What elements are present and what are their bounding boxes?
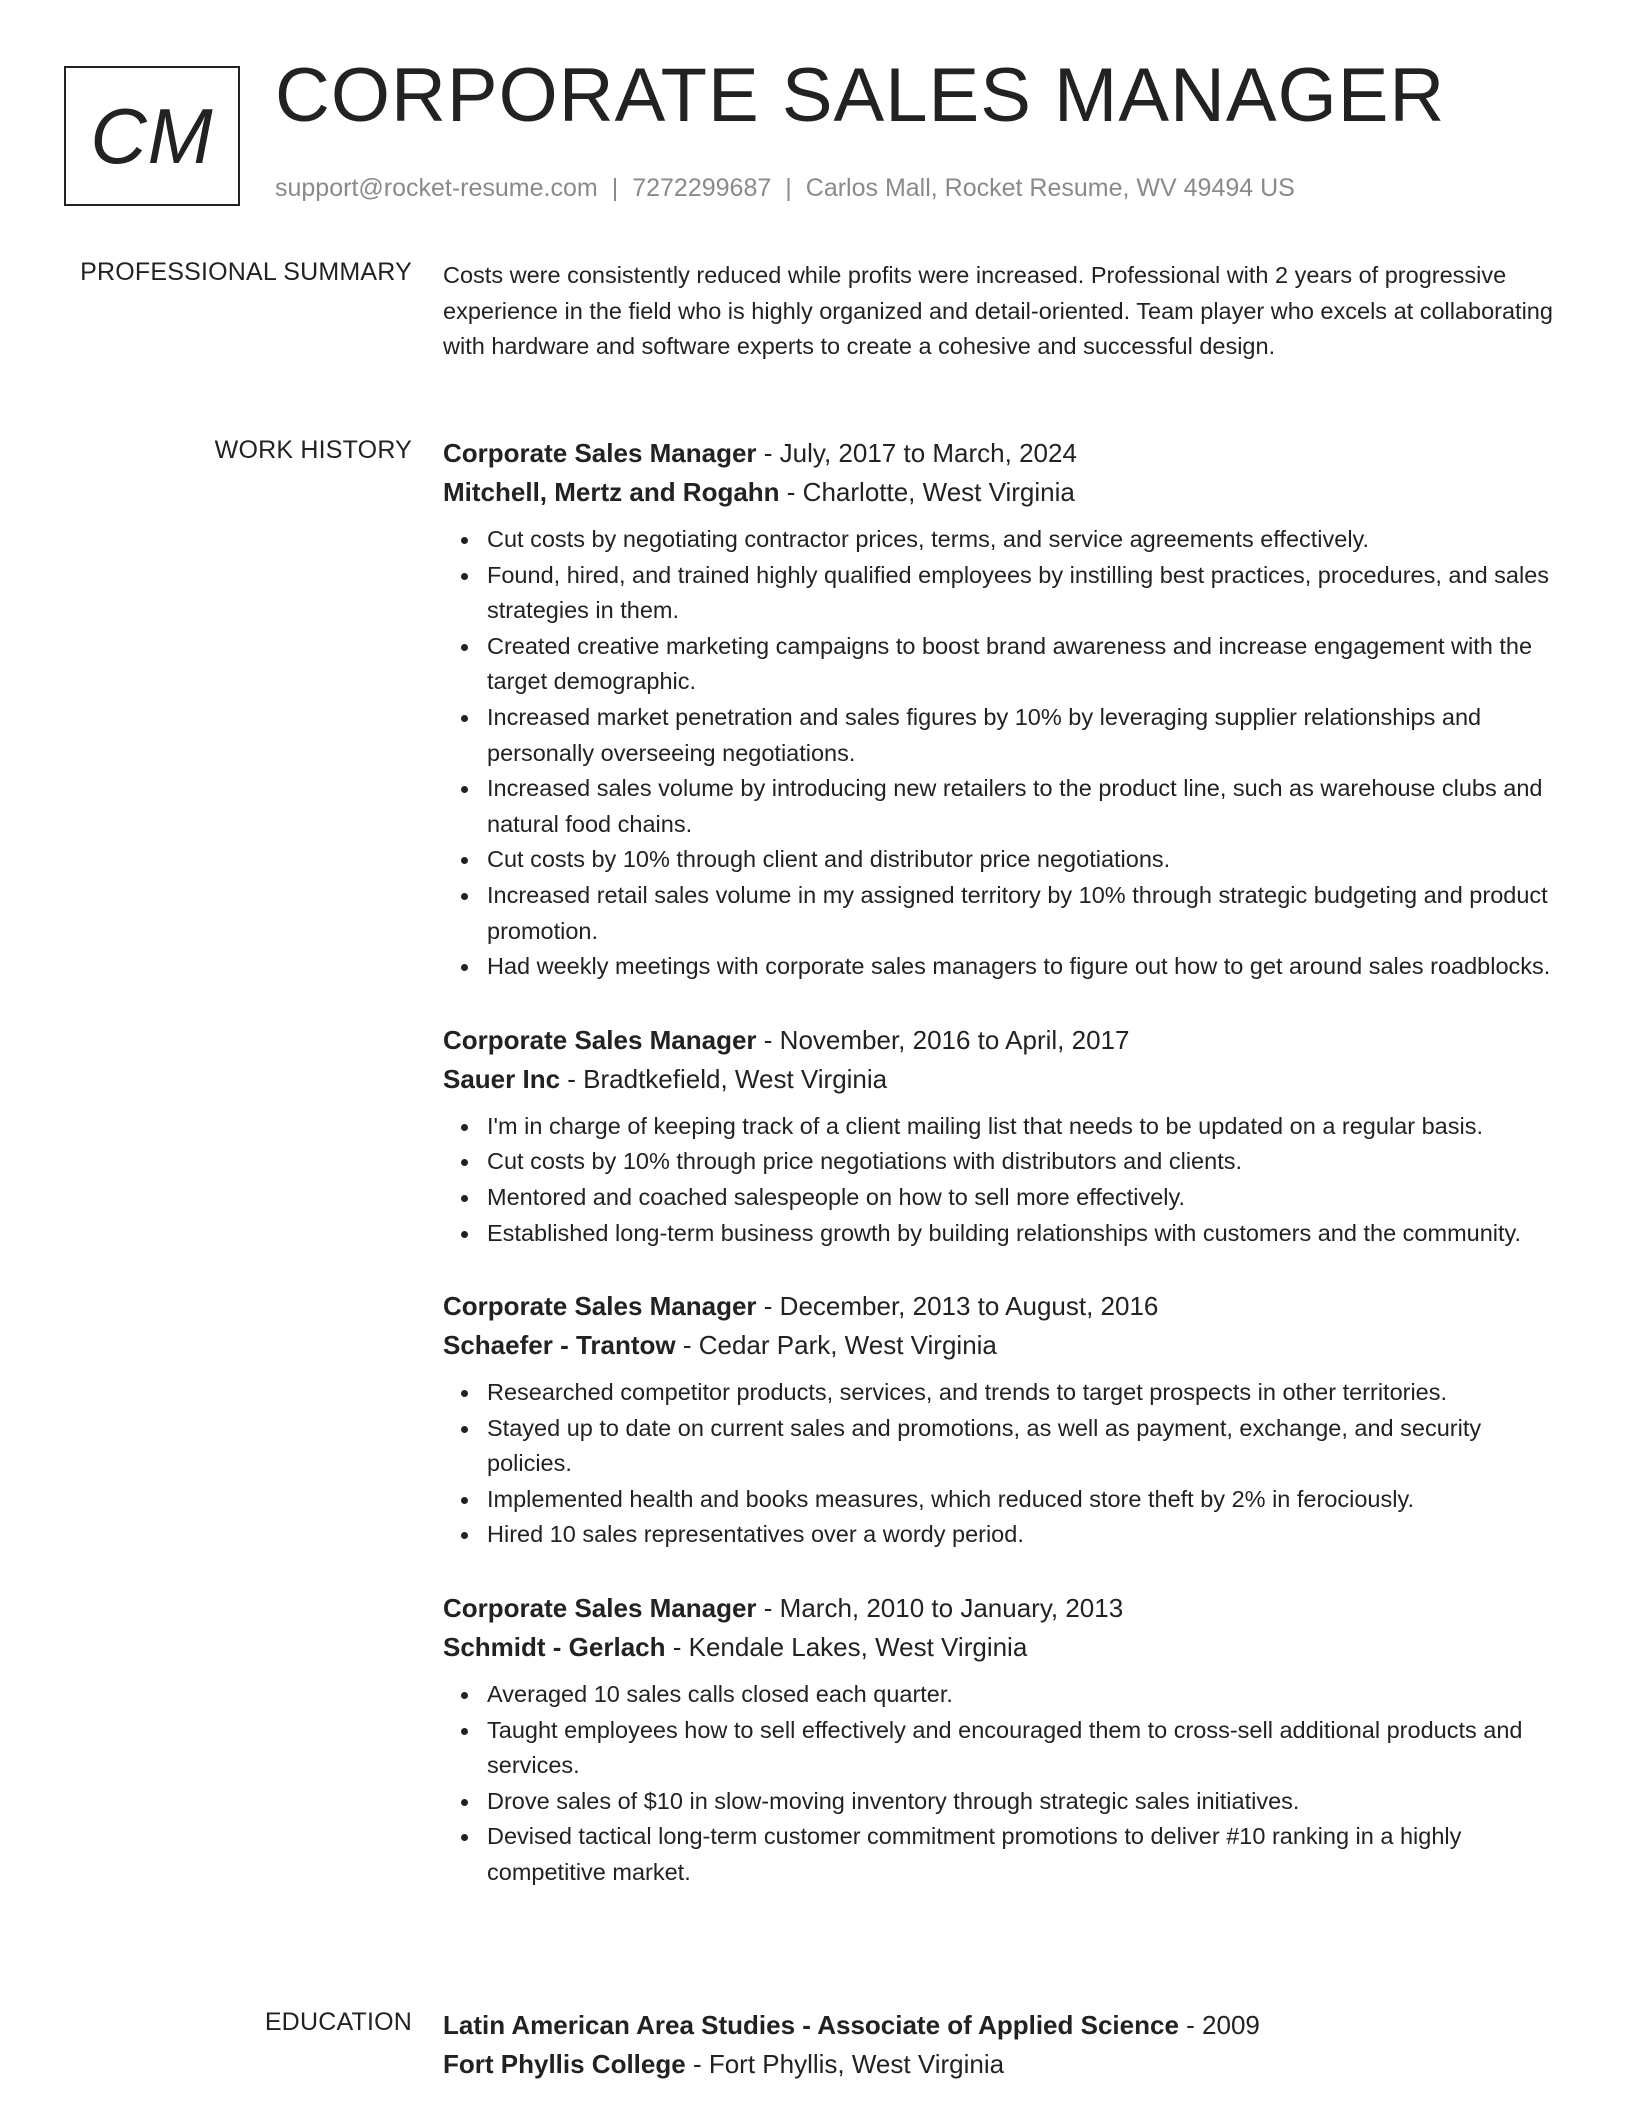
job-location: - Bradtkefield, West Virginia — [560, 1063, 888, 1094]
bullet-item: Mentored and coached salespeople on how to sell more effectively. — [487, 1180, 1558, 1216]
job-title: Corporate Sales Manager — [443, 1593, 757, 1624]
summary-text: Costs were consistently reduced while profits were increased. Professional with 2 years of progressive experience in the field who is highly organized and detail-oriented. Team player who excels at collaborating with hardware and software experts to create a cohesive and successful design. — [443, 262, 1553, 359]
job-bullets — [443, 1375, 1558, 1553]
job-company: Sauer Inc — [443, 1063, 561, 1094]
resume-title: CORPORATE SALES MANAGER — [275, 53, 1446, 138]
job-location: - Charlotte, West Virginia — [779, 477, 1075, 507]
bullet-item: Averaged 10 sales calls closed each quarter. — [487, 1677, 1558, 1713]
bullet-item: Had weekly meetings with corporate sales managers to figure out how to get around sales roadblocks. — [487, 949, 1558, 985]
job-title-line — [443, 1589, 1558, 1628]
job-title: Corporate Sales Manager — [443, 438, 757, 468]
job-dates: - November, 2016 to April, 2017 — [756, 1024, 1130, 1055]
contact-separator: | — [785, 174, 792, 202]
job-bullets — [443, 522, 1558, 985]
education-school: Fort Phyllis College — [443, 2049, 686, 2079]
job-bullets — [443, 1677, 1558, 1891]
job-company-line — [443, 1060, 1558, 1099]
bullet-item: Cut costs by negotiating contractor prices, terms, and service agreements effectively. — [487, 522, 1558, 558]
job-entry — [443, 434, 1558, 985]
bullet-item: Increased market penetration and sales figures by 10% by leveraging supplier relationships and personally overseeing negotiations. — [487, 700, 1558, 771]
bullet-item: Taught employees how to sell effectively and encouraged them to cross-sell additional products and services. — [487, 1713, 1558, 1784]
job-company: Schmidt - Gerlach — [443, 1632, 666, 1663]
job-dates: - July, 2017 to March, 2024 — [756, 438, 1077, 468]
bullet-item: Devised tactical long-term customer commitment promotions to deliver #10 ranking in a highly competitive market. — [487, 1819, 1558, 1890]
bullet-item: Drove sales of $10 in slow-moving inventory through strategic sales initiatives. — [487, 1784, 1558, 1820]
job-company: Mitchell, Mertz and Rogahn — [443, 477, 780, 507]
contact-line — [275, 174, 1295, 203]
job-entry — [443, 1021, 1558, 1251]
education-year: - 2009 — [1178, 2010, 1260, 2040]
monogram-box — [64, 66, 240, 206]
job-company-line — [443, 1628, 1558, 1667]
job-location: - Cedar Park, West Virginia — [675, 1330, 997, 1361]
job-dates: - December, 2013 to August, 2016 — [756, 1291, 1159, 1322]
education-heading: EDUCATION — [264, 2008, 412, 2036]
job-title: Corporate Sales Manager — [443, 1291, 757, 1322]
job-title-line — [443, 434, 1558, 473]
job-location: - Kendale Lakes, West Virginia — [665, 1632, 1028, 1663]
monogram-initials: CM — [90, 91, 214, 180]
education-school-line — [443, 2045, 1558, 2084]
bullet-item: Hired 10 sales representatives over a wordy period. — [487, 1517, 1558, 1553]
bullet-item: Researched competitor products, services, and trends to target prospects in other territories. — [487, 1375, 1558, 1411]
bullet-item: Stayed up to date on current sales and promotions, as well as payment, exchange, and security policies. — [487, 1411, 1558, 1482]
contact-email[interactable]: support@rocket-resume.com — [275, 174, 598, 202]
contact-address: Carlos Mall, Rocket Resume, WV 49494 US — [805, 174, 1295, 202]
bullet-item: Increased sales volume by introducing new retailers to the product line, such as warehouse clubs and natural food chains. — [487, 771, 1558, 842]
education-degree-line — [443, 2006, 1558, 2045]
job-title: Corporate Sales Manager — [443, 1024, 757, 1055]
education-degree: Latin American Area Studies - Associate of Applied Science — [443, 2010, 1179, 2040]
bullet-item: Increased retail sales volume in my assigned territory by 10% through strategic budgeting and product promotion. — [487, 878, 1558, 949]
bullet-item: Established long-term business growth by building relationships with customers and the community. — [487, 1216, 1558, 1252]
education-body — [443, 2006, 1558, 2084]
job-company-line — [443, 473, 1558, 512]
contact-phone[interactable]: 7272299687 — [632, 174, 772, 202]
work-history-heading: WORK HISTORY — [214, 436, 412, 464]
summary-body — [443, 258, 1558, 365]
job-bullets — [443, 1109, 1558, 1251]
job-entry — [443, 1287, 1558, 1553]
job-company-line — [443, 1326, 1558, 1365]
job-title-line — [443, 1021, 1558, 1060]
bullet-item: Implemented health and books measures, which reduced store theft by 2% in ferociously. — [487, 1482, 1558, 1518]
summary-heading: PROFESSIONAL SUMMARY — [80, 258, 412, 286]
job-dates: - March, 2010 to January, 2013 — [756, 1593, 1124, 1624]
bullet-item: I'm in charge of keeping track of a client mailing list that needs to be updated on a regular basis. — [487, 1109, 1558, 1145]
work-history-body — [443, 434, 1558, 1927]
bullet-item: Created creative marketing campaigns to boost brand awareness and increase engagement with the target demographic. — [487, 629, 1558, 700]
job-entry — [443, 1589, 1558, 1891]
bullet-item: Found, hired, and trained highly qualified employees by instilling best practices, procedures, and sales strategies in them. — [487, 558, 1558, 629]
job-company: Schaefer - Trantow — [443, 1330, 676, 1361]
bullet-item: Cut costs by 10% through price negotiations with distributors and clients. — [487, 1144, 1558, 1180]
bullet-item: Cut costs by 10% through client and distributor price negotiations. — [487, 842, 1558, 878]
education-location: - Fort Phyllis, West Virginia — [685, 2049, 1005, 2079]
job-title-line — [443, 1287, 1558, 1326]
contact-separator: | — [611, 174, 619, 202]
